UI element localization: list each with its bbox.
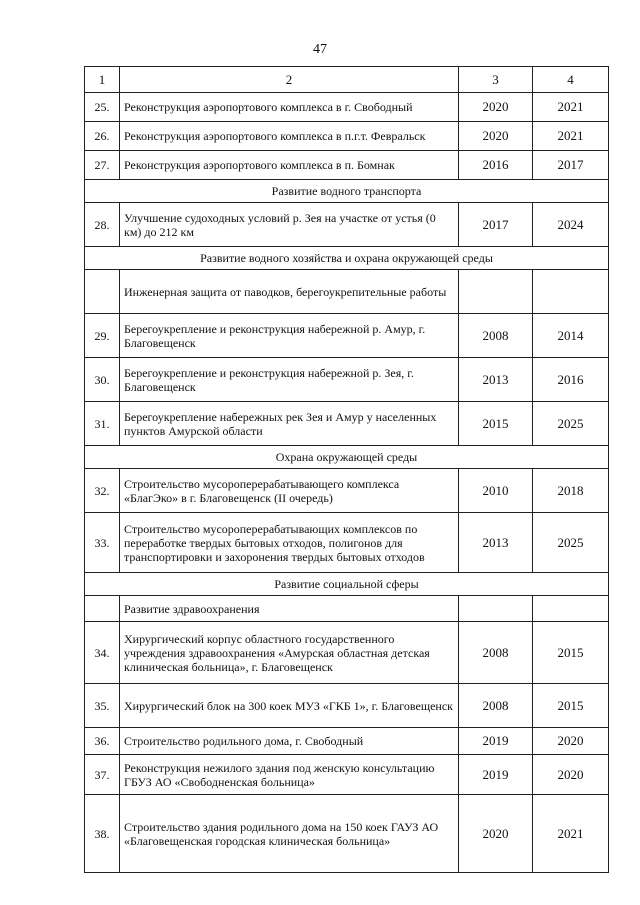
row-number: 25. — [85, 93, 120, 122]
row-end-year: 2021 — [533, 122, 609, 151]
header-row — [85, 67, 609, 93]
table-row — [85, 755, 609, 795]
row-name: Реконструкция аэропортового комплекса в г. Свободный — [120, 93, 459, 122]
table-row — [85, 93, 609, 122]
table-row — [85, 358, 609, 402]
row-end-year — [533, 596, 609, 622]
row-end-year: 2025 — [533, 513, 609, 573]
row-end-year — [533, 270, 609, 314]
page-number: 47 — [313, 42, 327, 57]
row-name: Берегоукрепление и реконструкция набережной р. Амур, г. Благовещенск — [120, 314, 459, 358]
projects-table — [84, 66, 609, 873]
row-name: Реконструкция нежилого здания под женскую консультацию ГБУЗ АО «Свободненская больница» — [120, 755, 459, 795]
row-start-year — [459, 596, 533, 622]
table-row — [85, 203, 609, 247]
row-start-year: 2008 — [459, 622, 533, 684]
table-row — [85, 513, 609, 573]
row-end-year: 2015 — [533, 684, 609, 728]
row-number: 34. — [85, 622, 120, 684]
row-start-year: 2020 — [459, 122, 533, 151]
row-end-year: 2020 — [533, 728, 609, 755]
table-row — [85, 469, 609, 513]
row-number — [85, 270, 120, 314]
row-start-year: 2013 — [459, 513, 533, 573]
table-row — [85, 122, 609, 151]
table-row — [85, 684, 609, 728]
row-end-year: 2017 — [533, 151, 609, 180]
row-start-year: 2020 — [459, 93, 533, 122]
row-number: 33. — [85, 513, 120, 573]
row-end-year: 2021 — [533, 93, 609, 122]
section-title: Развитие водного хозяйства и охрана окружающей среды — [85, 247, 609, 270]
row-name: Берегоукрепление и реконструкция набережной р. Зея, г. Благовещенск — [120, 358, 459, 402]
section-title: Охрана окружающей среды — [85, 446, 609, 469]
row-start-year: 2008 — [459, 314, 533, 358]
row-name: Развитие здравоохранения — [120, 596, 459, 622]
row-number: 28. — [85, 203, 120, 247]
header-cell-1: 1 — [85, 67, 120, 93]
table-row — [85, 622, 609, 684]
section-title: Развитие социальной сферы — [85, 573, 609, 596]
row-start-year: 2008 — [459, 684, 533, 728]
row-start-year: 2015 — [459, 402, 533, 446]
header-cell-3: 3 — [459, 67, 533, 93]
table-row — [85, 795, 609, 873]
row-start-year: 2020 — [459, 795, 533, 873]
section-row — [85, 446, 609, 469]
row-number: 38. — [85, 795, 120, 873]
row-end-year: 2024 — [533, 203, 609, 247]
table-row — [85, 596, 609, 622]
row-name: Строительство мусороперерабатывающих комплексов по переработке твердых бытовых отходов, полигонов для транспортировки и захоронения твердых бытовых отходов — [120, 513, 459, 573]
row-end-year: 2018 — [533, 469, 609, 513]
section-title: Развитие водного транспорта — [85, 180, 609, 203]
row-name: Реконструкция аэропортового комплекса в п. Бомнак — [120, 151, 459, 180]
row-name: Реконструкция аэропортового комплекса в п.г.т. Февральск — [120, 122, 459, 151]
row-start-year: 2013 — [459, 358, 533, 402]
row-number — [85, 596, 120, 622]
row-number: 27. — [85, 151, 120, 180]
table-row — [85, 314, 609, 358]
table-row — [85, 151, 609, 180]
section-row — [85, 247, 609, 270]
row-end-year: 2021 — [533, 795, 609, 873]
row-number: 30. — [85, 358, 120, 402]
row-start-year: 2010 — [459, 469, 533, 513]
row-name: Строительство мусороперерабатывающего комплекса «БлагЭко» в г. Благовещенск (II очередь) — [120, 469, 459, 513]
row-number: 26. — [85, 122, 120, 151]
row-start-year — [459, 270, 533, 314]
section-row — [85, 573, 609, 596]
row-start-year: 2019 — [459, 728, 533, 755]
row-end-year: 2025 — [533, 402, 609, 446]
table-row — [85, 402, 609, 446]
row-name: Строительство родильного дома, г. Свободный — [120, 728, 459, 755]
row-start-year: 2017 — [459, 203, 533, 247]
table-row — [85, 728, 609, 755]
row-end-year: 2014 — [533, 314, 609, 358]
row-number: 29. — [85, 314, 120, 358]
row-end-year: 2015 — [533, 622, 609, 684]
row-name: Строительство здания родильного дома на 150 коек ГАУЗ АО «Благовещенская городская клиническая больница» — [120, 795, 459, 873]
row-number: 32. — [85, 469, 120, 513]
row-start-year: 2016 — [459, 151, 533, 180]
row-name: Хирургический корпус областного государственного учреждения здравоохранения «Амурская областная детская клиническая больница», г. Благовещенск — [120, 622, 459, 684]
table-row — [85, 270, 609, 314]
row-name: Берегоукрепление набережных рек Зея и Амур у населенных пунктов Амурской области — [120, 402, 459, 446]
row-number: 36. — [85, 728, 120, 755]
row-number: 35. — [85, 684, 120, 728]
row-end-year: 2020 — [533, 755, 609, 795]
section-row — [85, 180, 609, 203]
row-number: 31. — [85, 402, 120, 446]
row-name: Улучшение судоходных условий р. Зея на участке от устья (0 км) до 212 км — [120, 203, 459, 247]
header-cell-2: 2 — [120, 67, 459, 93]
row-end-year: 2016 — [533, 358, 609, 402]
row-name: Инженерная защита от паводков, берегоукрепительные работы — [120, 270, 459, 314]
header-cell-4: 4 — [533, 67, 609, 93]
row-start-year: 2019 — [459, 755, 533, 795]
row-name: Хирургический блок на 300 коек МУЗ «ГКБ 1», г. Благовещенск — [120, 684, 459, 728]
row-number: 37. — [85, 755, 120, 795]
